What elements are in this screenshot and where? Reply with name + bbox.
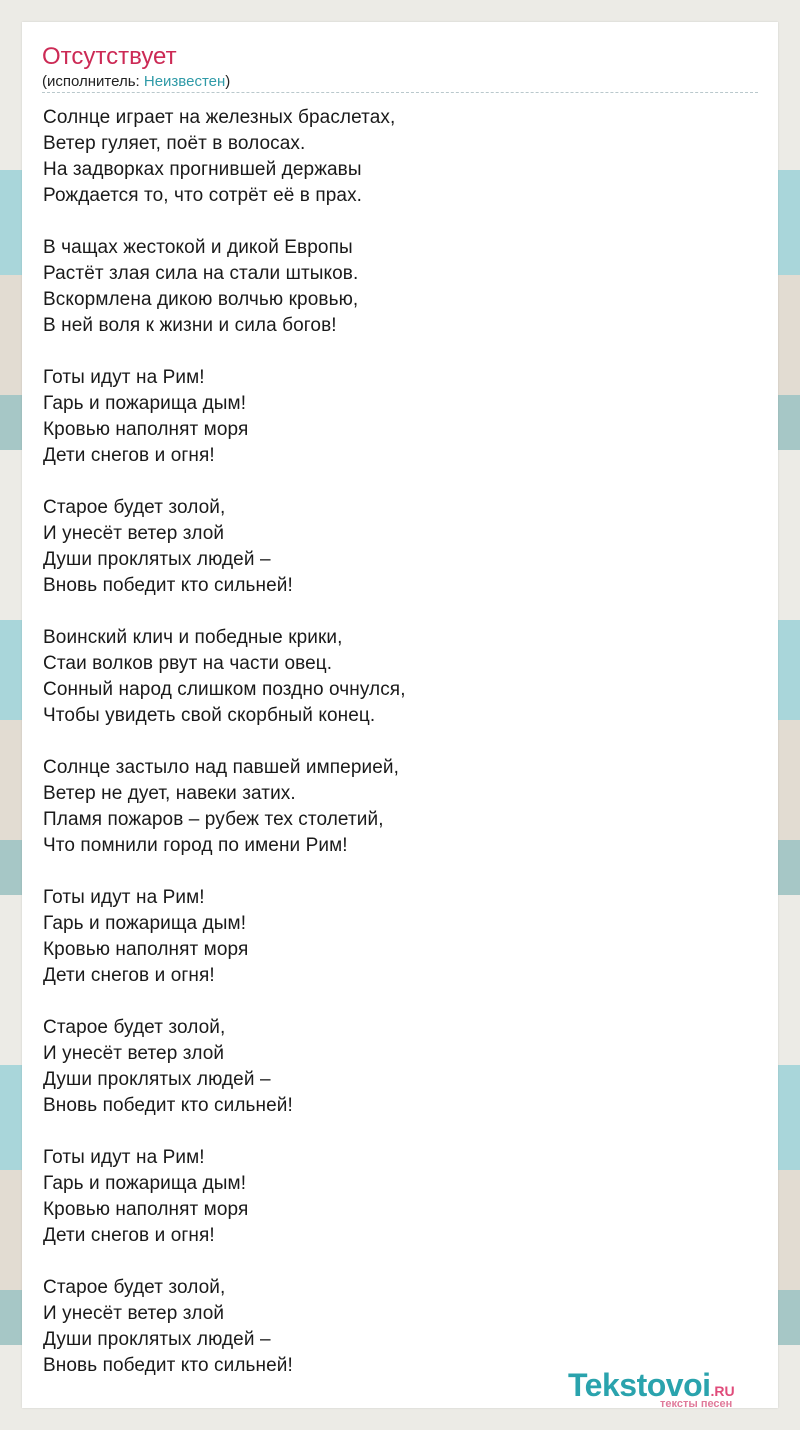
logo-tld: .RU [710, 1383, 735, 1399]
lyric-line: Души проклятых людей – [43, 549, 271, 570]
stanza [43, 365, 743, 469]
lyric-line: Готы идут на Рим! [43, 1147, 205, 1168]
lyric-line: Гарь и пожарища дым! [43, 393, 247, 414]
lyric-line: Дети снегов и огня! [43, 1225, 215, 1246]
lyric-line: Гарь и пожарища дым! [43, 913, 247, 934]
lyric-line: Пламя пожаров – рубеж тех столетий, [43, 809, 384, 830]
lyric-line: Дети снегов и огня! [43, 965, 215, 986]
lyric-line: Сонный народ слишком поздно очнулся, [43, 679, 406, 700]
lyric-line: И унесёт ветер злой [43, 1303, 225, 1324]
lyric-line: Старое будет золой, [43, 1277, 226, 1298]
stanza [43, 885, 743, 989]
title-divider [42, 92, 758, 93]
artist-suffix: ) [225, 73, 231, 90]
stanza [43, 235, 743, 339]
lyric-line: Солнце играет на железных браслетах, [43, 107, 396, 128]
stanza [43, 1275, 743, 1379]
lyric-line: Что помнили город по имени Рим! [43, 835, 348, 856]
lyric-line: Кровью наполнят моря [43, 939, 249, 960]
lyric-line: Вновь победит кто сильней! [43, 575, 293, 596]
lyric-line: Солнце застыло над павшей империей, [43, 757, 399, 778]
stanza [43, 755, 743, 859]
site-logo[interactable] [568, 1368, 778, 1408]
lyric-line: Ветер гуляет, поёт в волосах. [43, 133, 306, 154]
lyric-line: Кровью наполнят моря [43, 1199, 249, 1220]
lyric-line: Ветер не дует, навеки затих. [43, 783, 296, 804]
lyric-line: Стаи волков рвут на части овец. [43, 653, 333, 674]
lyric-line: Воинский клич и победные крики, [43, 627, 343, 648]
stanza [43, 495, 743, 599]
stanza [43, 1015, 743, 1119]
stanza [43, 1145, 743, 1249]
lyric-line: И унесёт ветер злой [43, 523, 225, 544]
lyric-line: Дети снегов и огня! [43, 445, 215, 466]
lyrics-body [43, 105, 743, 1405]
lyric-line: Старое будет золой, [43, 497, 226, 518]
stanza [43, 105, 743, 209]
artist-link[interactable]: Неизвестен [143, 73, 226, 90]
logo-main-text: Tekstovoi [568, 1367, 711, 1403]
lyrics-card [22, 22, 778, 1408]
lyric-line: И унесёт ветер злой [43, 1043, 225, 1064]
lyric-line: Готы идут на Рим! [43, 887, 205, 908]
lyric-line: В ней воля к жизни и сила богов! [43, 315, 337, 336]
lyric-line: Души проклятых людей – [43, 1329, 271, 1350]
lyric-line: На задворках прогнившей державы [43, 159, 362, 180]
lyric-line: Вскормлена дикою волчью кровью, [43, 289, 359, 310]
song-title: Отсутствует [42, 43, 177, 70]
artist-line [42, 72, 230, 92]
lyric-line: Кровью наполнят моря [43, 419, 249, 440]
lyric-line: Растёт злая сила на стали штыков. [43, 263, 359, 284]
stanza [43, 625, 743, 729]
lyric-line: Старое будет золой, [43, 1017, 226, 1038]
lyric-line: Вновь победит кто сильней! [43, 1355, 293, 1376]
logo-tagline: тексты песен [660, 1398, 733, 1410]
lyric-line: Гарь и пожарища дым! [43, 1173, 247, 1194]
lyric-line: Чтобы увидеть свой скорбный конец. [43, 705, 376, 726]
lyric-line: Души проклятых людей – [43, 1069, 271, 1090]
lyric-line: Готы идут на Рим! [43, 367, 205, 388]
lyric-line: Вновь победит кто сильней! [43, 1095, 293, 1116]
lyric-line: В чащах жестокой и дикой Европы [43, 237, 353, 258]
artist-prefix: (исполнитель: [42, 73, 144, 90]
lyric-line: Рождается то, что сотрёт её в прах. [43, 185, 363, 206]
